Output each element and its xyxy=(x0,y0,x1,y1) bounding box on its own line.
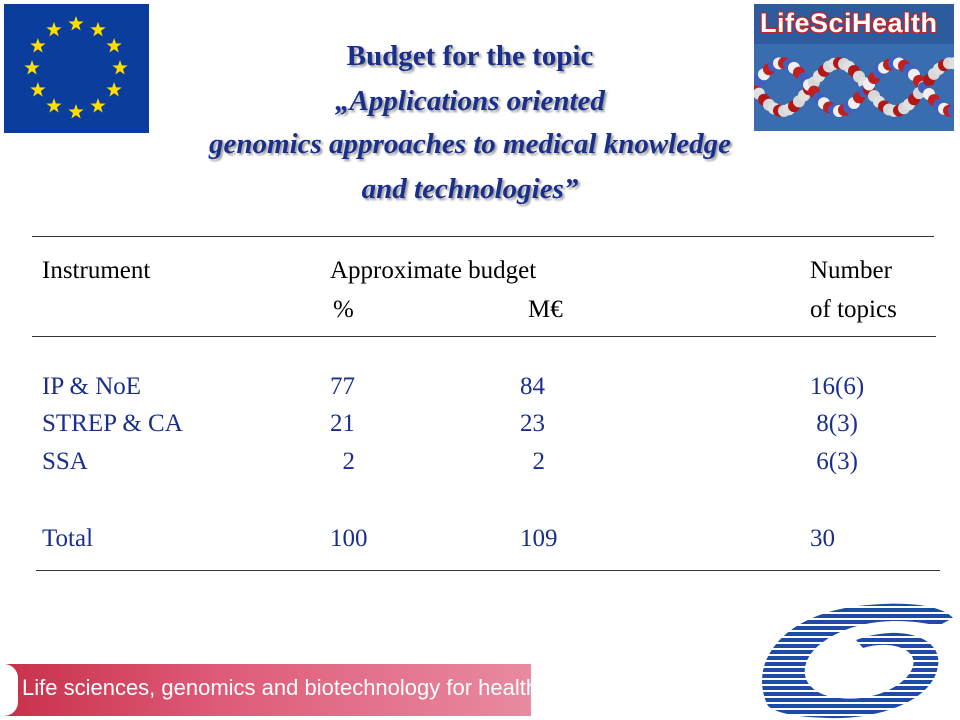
row-instrument: IP & NoE xyxy=(42,373,142,400)
row-topics: 8(3) xyxy=(810,410,858,437)
header-meur: M€ xyxy=(528,296,563,323)
page-title: Budget for the topic xyxy=(346,40,594,72)
eu-star-icon xyxy=(68,16,83,31)
eu-star-icon xyxy=(30,38,45,53)
fp6-stripe-icon xyxy=(738,614,960,618)
total-label: Total xyxy=(42,525,94,552)
header-percent: % xyxy=(333,296,354,323)
total-topics: 30 xyxy=(810,525,835,552)
fp6-stripe-icon xyxy=(738,674,960,678)
eu-star-icon xyxy=(46,22,61,37)
eu-flag-logo xyxy=(4,4,149,133)
header-number: Number xyxy=(810,257,892,284)
topic-title-line1: „Applications oriented xyxy=(335,85,605,117)
row-meur: 23 xyxy=(520,410,545,437)
lifescihealth-logo-text: LifeSciHealth xyxy=(760,8,938,38)
life-sciences-banner xyxy=(4,664,539,716)
row-instrument: SSA xyxy=(42,448,88,475)
fp6-stripe-icon xyxy=(738,704,960,708)
row-percent: 77 xyxy=(330,373,355,400)
fp6-logo-icon xyxy=(738,596,960,720)
fp6-stripe-icon xyxy=(738,632,960,636)
eu-star-icon xyxy=(46,98,61,113)
fp6-stripe-icon xyxy=(738,602,960,606)
eu-star-icon xyxy=(107,82,122,97)
row-topics: 6(3) xyxy=(810,448,858,475)
row-topics: 16(6) xyxy=(810,373,865,400)
eu-star-icon xyxy=(112,60,127,75)
fp6-stripe-icon xyxy=(738,716,960,720)
row-meur: 2 xyxy=(520,448,545,475)
eu-star-icon xyxy=(68,104,83,119)
fp6-stripe-icon xyxy=(738,626,960,630)
eu-star-icon xyxy=(90,98,105,113)
eu-star-icon xyxy=(30,82,45,97)
fp6-stripe-icon xyxy=(738,692,960,696)
table-bottom-rule xyxy=(36,570,940,571)
fp6-stripe-icon xyxy=(738,686,960,690)
table-header-rule xyxy=(32,336,936,337)
topic-title-line2: genomics approaches to medical knowledge xyxy=(209,128,731,160)
banner-text: Life sciences, genomics and biotechnology for health xyxy=(22,675,539,700)
banner-brace-decoration xyxy=(4,664,18,716)
fp6-stripe-icon xyxy=(738,710,960,714)
fp6-stripe-icon xyxy=(738,608,960,612)
fp6-stripe-icon xyxy=(738,662,960,666)
fp6-stripe-icon xyxy=(738,638,960,642)
eu-stars-icon xyxy=(4,4,149,133)
fp6-stripe-icon xyxy=(738,698,960,702)
eu-star-icon xyxy=(90,22,105,37)
row-percent: 21 xyxy=(330,410,355,437)
fp6-stripe-icon xyxy=(738,596,960,600)
fp6-stripe-icon xyxy=(738,620,960,624)
row-percent: 2 xyxy=(330,448,355,475)
total-percent: 100 xyxy=(330,525,368,552)
fp6-stripe-icon xyxy=(738,644,960,648)
table-top-rule xyxy=(32,236,934,237)
fp6-stripe-icon xyxy=(738,650,960,654)
total-meur: 109 xyxy=(520,525,558,552)
fp6-stripe-icon xyxy=(738,680,960,684)
row-meur: 84 xyxy=(520,373,545,400)
row-instrument: STREP & CA xyxy=(42,410,183,437)
fp6-stripe-icon xyxy=(738,656,960,660)
eu-star-icon xyxy=(107,38,122,53)
eu-star-icon xyxy=(24,60,39,75)
fp6-stripe-icon xyxy=(738,668,960,672)
topic-title-line3: and technologies” xyxy=(361,173,579,205)
header-instrument: Instrument xyxy=(42,257,151,284)
header-budget: Approximate budget xyxy=(330,257,537,284)
header-of-topics: of topics xyxy=(810,296,897,323)
